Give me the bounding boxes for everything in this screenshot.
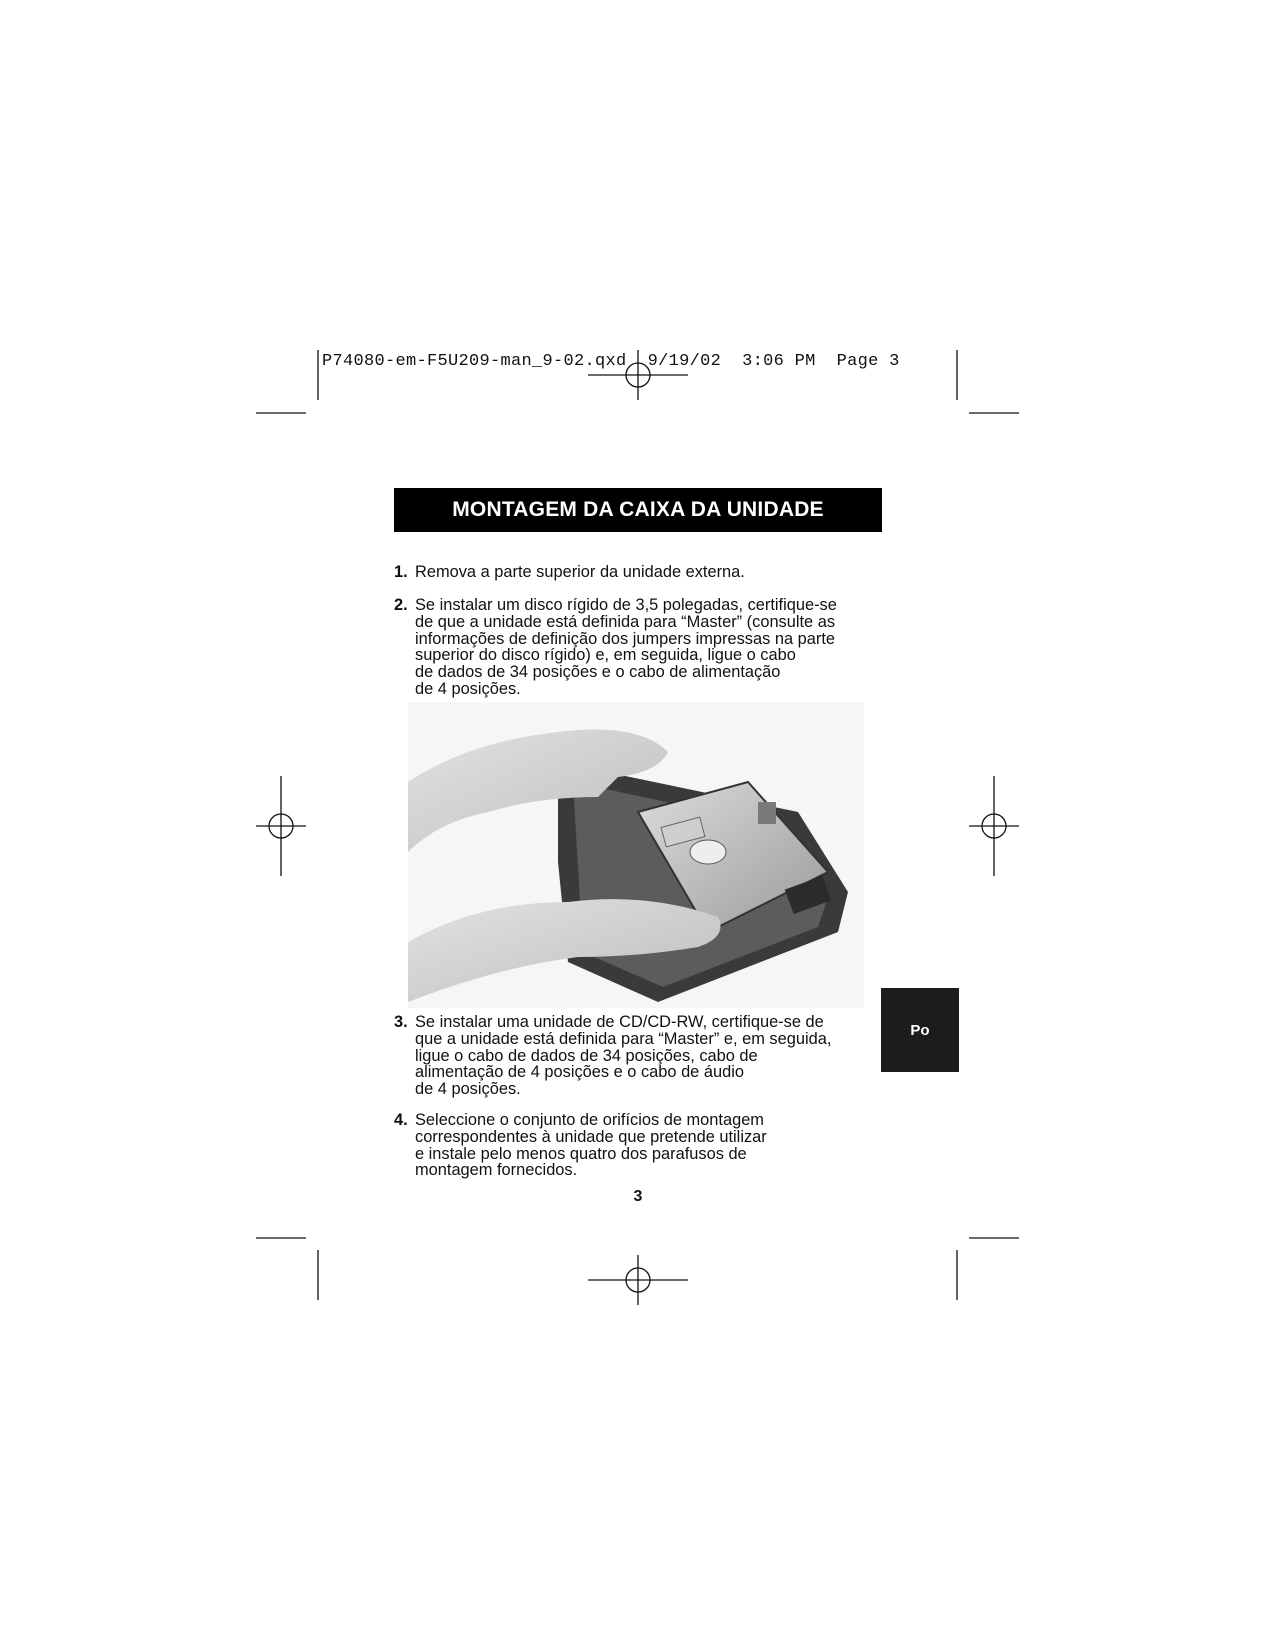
section-title: MONTAGEM DA CAIXA DA UNIDADE <box>394 488 882 532</box>
step-number: 3. <box>394 1013 408 1031</box>
slug-file: P74080-em-F5U209-man_9-02.qxd <box>322 352 627 371</box>
slug-date: 9/19/02 <box>647 352 722 371</box>
registration-mark-left <box>256 776 306 876</box>
step-number: 2. <box>394 596 408 614</box>
registration-mark-right <box>969 776 1019 876</box>
slug-time: 3:06 PM <box>742 352 816 371</box>
slug-page: Page 3 <box>836 352 900 371</box>
step-3 <box>394 1014 864 1098</box>
step-number: 4. <box>394 1111 408 1129</box>
registration-mark-bottom <box>588 1255 688 1305</box>
step-number: 1. <box>394 563 408 581</box>
print-slug-line <box>322 352 900 371</box>
step-text: Se instalar uma unidade de CD/CD-RW, certifique-se de que a unidade está definida para “Master” e, em seguida, ligue o cabo de dados de 34 posições, cabo de alimentação de 4 posições e o cabo de áudio de 4 posições. <box>415 1013 832 1099</box>
language-tab: Po <box>881 988 959 1072</box>
step-text: Remova a parte superior da unidade externa. <box>415 563 745 581</box>
step-text: Seleccione o conjunto de orifícios de montagem correspondentes à unidade que pretende utilizar e instale pelo menos quatro dos parafusos de montagem fornecidos. <box>415 1111 767 1180</box>
installation-photo <box>408 702 864 1008</box>
page-number: 3 <box>633 1188 643 1205</box>
step-text: Se instalar um disco rígido de 3,5 polegadas, certifique-se de que a unidade está definida para “Master” (consulte as informações de definição dos jumpers impressas na parte superior do disco rígido) e, em seguida, ligue o cabo de dados de 34 posições e o cabo de alimentação de 4 posições. <box>415 596 837 698</box>
step-1 <box>394 564 864 581</box>
step-4 <box>394 1112 864 1179</box>
step-2 <box>394 597 864 698</box>
